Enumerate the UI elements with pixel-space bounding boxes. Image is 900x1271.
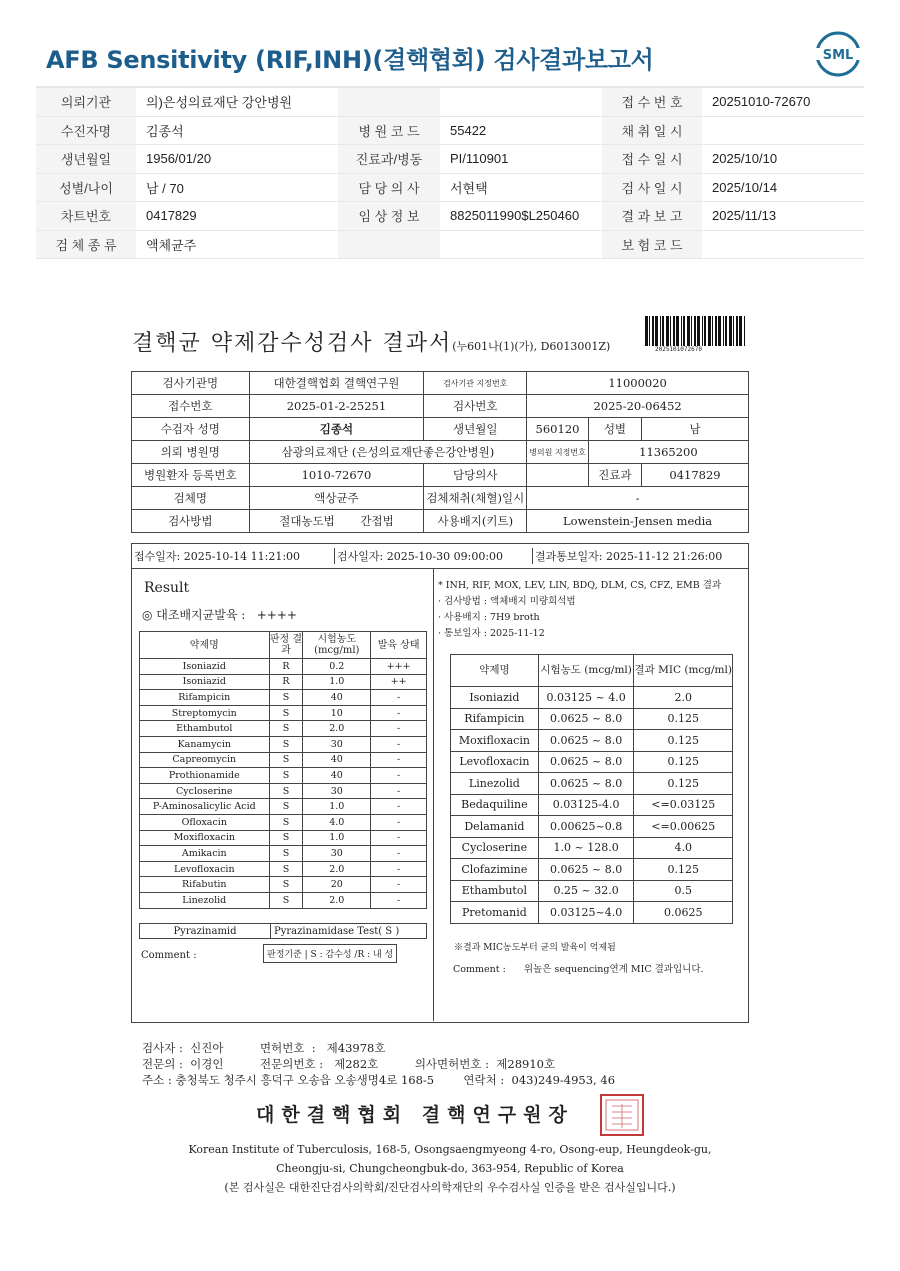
barcode-bar <box>739 316 742 346</box>
date-row <box>131 543 749 569</box>
table-cell: 0.03125 ~ 4.0 <box>538 687 634 709</box>
table-cell: 0.00625~0.8 <box>538 816 634 838</box>
table-cell: S <box>269 799 303 815</box>
control-growth: ◎ 대조배지균발육 : ++++ <box>142 608 297 622</box>
barcode-bar <box>723 316 724 346</box>
value: 2025-20-06452 <box>527 395 749 418</box>
table-cell: Rifabutin <box>140 877 270 893</box>
table-cell: 1.0 <box>303 674 371 690</box>
signature-line: 검사자 : 신진아 면허번호 : 제43978호 <box>142 1041 386 1055</box>
table-cell: 0.0625 ~ 8.0 <box>538 730 634 752</box>
table-row <box>140 877 427 893</box>
label: 검사방법 <box>132 510 250 533</box>
info-label: 검 체 종 류 <box>36 230 136 259</box>
info-label: 병 원 코 드 <box>338 116 440 145</box>
info-value: 2025/11/13 <box>702 202 864 231</box>
label: 병원환자 등록번호 <box>132 464 250 487</box>
info-label: 담 당 의 사 <box>338 173 440 202</box>
table-cell: 40 <box>303 690 371 706</box>
table-cell: Moxifloxacin <box>140 830 270 846</box>
table-cell: S <box>269 752 303 768</box>
table-cell: Levofloxacin <box>451 751 539 773</box>
value: Lowenstein-Jensen media <box>527 510 749 533</box>
table-cell: - <box>371 830 427 846</box>
table-row <box>140 690 427 706</box>
value: 김종석 <box>249 418 424 441</box>
table-cell: Bedaquiline <box>451 794 539 816</box>
barcode-bar <box>666 316 669 346</box>
info-value <box>702 116 864 145</box>
label: 생년월일 <box>424 418 527 441</box>
table-cell: 0.125 <box>634 751 733 773</box>
control-value: ++++ <box>256 608 297 622</box>
table-cell: S <box>269 690 303 706</box>
value <box>527 464 589 487</box>
value: 액상균주 <box>249 487 424 510</box>
column-header: 결과 MIC (mcg/ml) <box>634 655 733 687</box>
label: 검체채취(채혈)일시 <box>424 487 527 510</box>
info-value <box>440 230 602 259</box>
table-cell: Linezolid <box>140 892 270 908</box>
barcode-bar <box>702 316 703 346</box>
info-row <box>36 173 864 202</box>
info-value: PI/110901 <box>440 145 602 174</box>
table-cell: - <box>371 877 427 893</box>
form-title-code: (누601나(1)(가), D6013001Z) <box>452 340 611 353</box>
table-cell: Capreomycin <box>140 752 270 768</box>
table-cell: 2.0 <box>303 721 371 737</box>
table-cell: - <box>371 846 427 862</box>
value: 2025-01-2-25251 <box>249 395 424 418</box>
table-cell: 1.0 ~ 128.0 <box>538 837 634 859</box>
note-line: · 사용배지 : 7H9 broth <box>438 612 540 623</box>
label: 접수번호 <box>132 395 250 418</box>
info-row <box>36 116 864 145</box>
info-label: 접 수 일 시 <box>602 145 702 174</box>
table-cell: - <box>371 736 427 752</box>
table-cell: Delamanid <box>451 816 539 838</box>
barcode-bar <box>729 316 732 346</box>
info-value <box>440 88 602 116</box>
table-cell: Moxifloxacin <box>451 730 539 752</box>
label: 검사기관 지정번호 <box>424 372 527 395</box>
info-value: 서현택 <box>440 173 602 202</box>
table-cell: Levofloxacin <box>140 861 270 877</box>
reported-date: 결과통보일자: 2025-11-12 21:26:00 <box>532 548 722 564</box>
info-value <box>702 230 864 259</box>
barcode-bar <box>733 316 734 346</box>
table-row <box>451 837 733 859</box>
table-cell: R <box>269 659 303 675</box>
column-header: 약제명 <box>451 655 539 687</box>
barcode-bar <box>704 316 706 346</box>
table-cell: - <box>371 768 427 784</box>
signature-block <box>142 1040 615 1088</box>
address-line: (본 검사실은 대한진단검사의학회/진단검사의학재단의 우수검사실 인증을 받은 검사실입니다.) <box>224 1181 676 1194</box>
table-cell: Isoniazid <box>140 674 270 690</box>
method1: 절대농도법 <box>279 514 335 528</box>
table-cell: Rifampicin <box>451 708 539 730</box>
table-row <box>451 794 733 816</box>
table-cell: +++ <box>371 659 427 675</box>
table-cell: 0.125 <box>634 859 733 881</box>
value: 남 <box>642 418 749 441</box>
signature-line: 주소 : 충청북도 청주시 흥덕구 오송읍 오송생명4로 168-5 연락처 : 043)249-4953, 46 <box>142 1073 616 1087</box>
table-cell: 0.03125-4.0 <box>538 794 634 816</box>
table-row <box>140 705 427 721</box>
form-title: 결핵균 약제감수성검사 결과서(누601나(1)(가), D6013001Z) <box>132 331 611 356</box>
table-cell: Clofazimine <box>451 859 539 881</box>
method2: 간접법 <box>360 514 394 528</box>
table-cell: 0.25 ~ 32.0 <box>538 880 634 902</box>
table-cell: <=0.00625 <box>634 816 733 838</box>
table-cell: 4.0 <box>303 814 371 830</box>
barcode-bar <box>691 316 692 346</box>
table-cell: P-Aminosalicylic Acid <box>140 799 270 815</box>
pza-value: Pyrazinamidase Test( S ) <box>271 924 427 939</box>
table-cell: Pretomanid <box>451 902 539 924</box>
info-label: 진료과/병동 <box>338 145 440 174</box>
barcode-bar <box>687 316 690 346</box>
info-value: 2025/10/14 <box>702 173 864 202</box>
received-date: 접수일자: 2025-10-14 11:21:00 <box>134 550 301 563</box>
info-label: 차트번호 <box>36 202 136 231</box>
table-cell: Ethambutol <box>140 721 270 737</box>
table-cell: 20 <box>303 877 371 893</box>
barcode-bar <box>652 316 654 346</box>
table-cell: S <box>269 705 303 721</box>
value: 0417829 <box>642 464 749 487</box>
table-cell: 40 <box>303 768 371 784</box>
table-cell: 30 <box>303 783 371 799</box>
comment-right: Comment : 위놀은 sequencing연계 MIC 결과입니다. <box>453 964 704 975</box>
report-title: AFB Sensitivity (RIF,INH)(결핵협회) 검사결과보고서 <box>46 46 654 74</box>
info-label: 수진자명 <box>36 116 136 145</box>
label: 담당의사 <box>424 464 527 487</box>
pza-name: Pyrazinamid <box>140 924 271 939</box>
value: - <box>527 487 749 510</box>
info-value: 김종석 <box>136 116 338 145</box>
table-cell: 30 <box>303 736 371 752</box>
label: 성별 <box>588 418 641 441</box>
mic-method-note <box>438 578 721 642</box>
label: 검체명 <box>132 487 250 510</box>
table-cell: - <box>371 721 427 737</box>
table-cell: Rifampicin <box>140 690 270 706</box>
table-cell: 1.0 <box>303 799 371 815</box>
table-row <box>140 783 427 799</box>
column-header: 약제명 <box>140 632 270 659</box>
address-line: Cheongju-si, Chungcheongbuk-do, 363-954, Republic of Korea <box>276 1162 624 1175</box>
mic-note: ※결과 MIC농도부터 균의 발육이 억제됨 <box>454 943 616 953</box>
table-cell: S <box>269 783 303 799</box>
table-cell: 2.0 <box>303 892 371 908</box>
table-cell: 0.0625 ~ 8.0 <box>538 773 634 795</box>
table-cell: 30 <box>303 846 371 862</box>
label: 진료과 <box>588 464 641 487</box>
barcode-bar <box>718 316 721 346</box>
table-cell: - <box>371 752 427 768</box>
table-cell: Streptomycin <box>140 705 270 721</box>
table-cell: Amikacin <box>140 846 270 862</box>
info-label: 의뢰기관 <box>36 88 136 116</box>
scanned-result-form <box>0 300 900 1271</box>
barcode-bar <box>655 316 658 346</box>
table-cell: 10 <box>303 705 371 721</box>
column-header: 판정 결과 <box>269 632 303 659</box>
info-row <box>36 88 864 116</box>
info-label <box>338 88 440 116</box>
table-row <box>140 768 427 784</box>
barcode-bar <box>694 316 696 346</box>
info-row <box>36 202 864 231</box>
result-label: Result <box>144 580 190 596</box>
table-cell: S <box>269 877 303 893</box>
table-cell: 0.125 <box>634 730 733 752</box>
table-cell: ++ <box>371 674 427 690</box>
info-label: 생년월일 <box>36 145 136 174</box>
barcode-bar <box>697 316 700 346</box>
table-row <box>451 687 733 709</box>
value: 삼광의료재단 (은성의료재단좋은강안병원) <box>249 441 527 464</box>
note-line: · 통보일자 : 2025-11-12 <box>438 628 545 639</box>
sml-logo <box>814 30 862 78</box>
table-row <box>451 708 733 730</box>
organization-name: 대한결핵협회 결핵연구원장 <box>256 1104 574 1126</box>
table-cell: 0.0625 ~ 8.0 <box>538 859 634 881</box>
table-row <box>140 721 427 737</box>
table-cell: 2.0 <box>303 861 371 877</box>
info-label: 결 과 보 고 <box>602 202 702 231</box>
barcode-bar <box>725 316 727 346</box>
table-cell: Cycloserine <box>140 783 270 799</box>
table-cell: 0.0625 ~ 8.0 <box>538 751 634 773</box>
info-row <box>36 230 864 259</box>
table-cell: 0.0625 <box>634 902 733 924</box>
info-label: 접 수 번 호 <box>602 88 702 116</box>
table-cell: Linezolid <box>451 773 539 795</box>
pyrazinamidase-row <box>139 923 427 939</box>
table-cell: S <box>269 892 303 908</box>
divider <box>433 568 434 1021</box>
label: 검사기관명 <box>132 372 250 395</box>
table-row <box>140 674 427 690</box>
label: 검사번호 <box>424 395 527 418</box>
table-cell: 0.0625 ~ 8.0 <box>538 708 634 730</box>
table-cell: S <box>269 721 303 737</box>
table-cell: 0.5 <box>634 880 733 902</box>
value: 1010-72670 <box>249 464 424 487</box>
table-cell: 2.0 <box>634 687 733 709</box>
barcode-bar <box>736 316 738 346</box>
info-label: 보 험 코 드 <box>602 230 702 259</box>
column-header: 발육 상태 <box>371 632 427 659</box>
info-row <box>36 145 864 174</box>
table-row <box>140 752 427 768</box>
info-value: 2025/10/10 <box>702 145 864 174</box>
barcode-bar <box>712 316 713 346</box>
info-value: 남 / 70 <box>136 173 338 202</box>
table-cell: S <box>269 861 303 877</box>
barcode-bar <box>660 316 661 346</box>
table-cell: 0.2 <box>303 659 371 675</box>
signature-line: 전문의 : 이경인 전문의번호 : 제282호 의사면허번호 : 제28910호 <box>142 1057 556 1071</box>
barcode <box>645 316 747 346</box>
absolute-concentration-table <box>139 631 427 909</box>
info-label: 성별/나이 <box>36 173 136 202</box>
barcode-bar <box>662 316 664 346</box>
info-value: 20251010-72670 <box>702 88 864 116</box>
table-row <box>451 816 733 838</box>
info-value: 55422 <box>440 116 602 145</box>
table-row <box>451 859 733 881</box>
address-line: Korean Institute of Tuberculosis, 168-5, Osongsaengmyeong 4-ro, Osong-eup, Heungdeok-gu, <box>188 1143 712 1156</box>
criteria: 판정기준 | S : 감수성 /R : 내 성 <box>263 944 397 963</box>
table-cell: S <box>269 736 303 752</box>
comment-left: Comment : <box>141 950 197 961</box>
table-cell: S <box>269 768 303 784</box>
table-cell: Cycloserine <box>451 837 539 859</box>
table-cell: Ethambutol <box>451 880 539 902</box>
comment-right-text: 위놀은 sequencing연계 MIC 결과입니다. <box>523 964 704 975</box>
table-cell: - <box>371 861 427 877</box>
table-row <box>451 902 733 924</box>
tested-date: 검사일자: 2025-10-30 09:00:00 <box>334 548 532 564</box>
table-row <box>451 880 733 902</box>
form-header-table <box>131 371 749 533</box>
column-header: 시험농도 (mcg/ml) <box>303 632 371 659</box>
table-cell: 40 <box>303 752 371 768</box>
info-value: 액체균주 <box>136 230 338 259</box>
table-cell: S <box>269 830 303 846</box>
barcode-bar <box>649 316 650 346</box>
table-cell: - <box>371 783 427 799</box>
barcode-number: 2025101072670 <box>655 346 702 353</box>
table-cell: Prothionamide <box>140 768 270 784</box>
barcode-bar <box>708 316 711 346</box>
official-seal <box>598 1092 646 1138</box>
table-cell: - <box>371 892 427 908</box>
barcode-bar <box>683 316 685 346</box>
table-cell: <=0.03125 <box>634 794 733 816</box>
info-label <box>338 230 440 259</box>
patient-info-table <box>36 88 864 259</box>
table-cell: - <box>371 799 427 815</box>
table-cell: 4.0 <box>634 837 733 859</box>
logo-text: SML <box>822 48 854 63</box>
table-row <box>140 799 427 815</box>
info-value: 의)은성의료재단 강안병원 <box>136 88 338 116</box>
table-cell: - <box>371 690 427 706</box>
value <box>249 510 424 533</box>
barcode-bar <box>681 316 682 346</box>
barcode-bar <box>744 316 745 346</box>
mic-table <box>450 654 733 924</box>
label: 병의원 지정번호 <box>527 441 589 464</box>
table-row <box>451 773 733 795</box>
criteria-value: S : 감수성 /R : 내 성 <box>310 950 394 960</box>
barcode-bar <box>670 316 671 346</box>
table-cell: S <box>269 846 303 862</box>
table-cell: R <box>269 674 303 690</box>
table-cell: 0.125 <box>634 708 733 730</box>
note-line: * INH, RIF, MOX, LEV, LIN, BDQ, DLM, CS, CFZ, EMB 결과 <box>438 580 722 591</box>
table-row <box>140 846 427 862</box>
info-label: 검 사 일 시 <box>602 173 702 202</box>
table-cell: 0.03125~4.0 <box>538 902 634 924</box>
value: 11365200 <box>588 441 748 464</box>
label: 수검자 성명 <box>132 418 250 441</box>
table-cell: Kanamycin <box>140 736 270 752</box>
table-cell: - <box>371 705 427 721</box>
label: 사용배지(키트) <box>424 510 527 533</box>
table-row <box>140 814 427 830</box>
column-header: 시험농도 (mcg/ml) <box>538 655 634 687</box>
barcode-bar <box>673 316 675 346</box>
footer-address <box>0 1140 900 1197</box>
barcode-bar <box>676 316 679 346</box>
table-row <box>451 730 733 752</box>
info-label: 채 취 일 시 <box>602 116 702 145</box>
info-value: 8825011990$L250460 <box>440 202 602 231</box>
table-cell: S <box>269 814 303 830</box>
value: 560120 <box>527 418 589 441</box>
info-value: 1956/01/20 <box>136 145 338 174</box>
note-line: · 검사방법 : 액체배지 미량희석법 <box>438 596 576 607</box>
info-label: 임 상 정 보 <box>338 202 440 231</box>
table-cell: Ofloxacin <box>140 814 270 830</box>
value: 11000020 <box>527 372 749 395</box>
table-row <box>140 861 427 877</box>
label: 의뢰 병원명 <box>132 441 250 464</box>
table-row <box>140 892 427 908</box>
table-row <box>140 736 427 752</box>
table-cell: Isoniazid <box>451 687 539 709</box>
table-row <box>140 830 427 846</box>
value: 대한결핵협회 결핵연구원 <box>249 372 424 395</box>
table-cell: - <box>371 814 427 830</box>
table-cell: 1.0 <box>303 830 371 846</box>
table-cell: 0.125 <box>634 773 733 795</box>
barcode-bar <box>645 316 648 346</box>
barcode-bar <box>715 316 717 346</box>
table-row <box>451 751 733 773</box>
table-row <box>140 659 427 675</box>
table-cell: Isoniazid <box>140 659 270 675</box>
info-value: 0417829 <box>136 202 338 231</box>
